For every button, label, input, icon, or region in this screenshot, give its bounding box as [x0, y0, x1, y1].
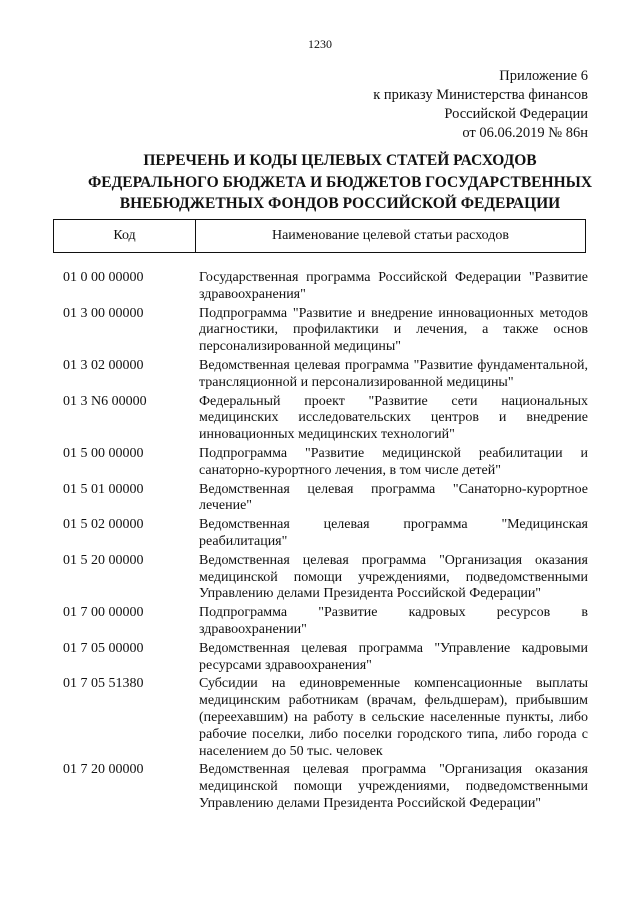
row-name: Ведомственная целевая программа "Организация оказания медицинской помощи учреждениями, подведомственными Управлению делами Президента Российской Федерации" — [199, 552, 588, 602]
table-row — [63, 446, 588, 480]
row-code: 01 5 01 00000 — [63, 481, 144, 497]
table-row — [63, 553, 588, 603]
appendix-line: Приложение 6 — [499, 68, 588, 84]
row-code: 01 3 N6 00000 — [63, 393, 147, 409]
row-code: 01 7 00 00000 — [63, 605, 144, 621]
title-line: ФЕДЕРАЛЬНОГО БЮДЖЕТА И БЮДЖЕТОВ ГОСУДАРСТВЕННЫХ — [87, 173, 593, 191]
row-name: Субсидии на единовременные компенсационные выплаты медицинским работникам (врачам, фельдшерам), прибывшим (переехавшим) на работу в сельские населенные пункты, либо рабочие поселки, либо поселки городского типа, либо города с населением до 50 тыс. человек — [199, 676, 588, 759]
table-row — [63, 306, 588, 356]
row-code: 01 7 05 00000 — [63, 640, 144, 656]
table-row — [63, 517, 588, 551]
row-code: 01 5 02 00000 — [63, 517, 144, 533]
row-name: Ведомственная целевая программа "Санаторно-курортное лечение" — [199, 481, 588, 514]
table-row — [63, 358, 588, 392]
appendix-line: к приказу Министерства финансов — [373, 87, 588, 103]
table-row — [63, 270, 588, 304]
row-code: 01 3 02 00000 — [63, 357, 144, 373]
table-body — [63, 270, 588, 815]
row-code: 01 3 00 00000 — [63, 305, 144, 321]
table-row — [63, 394, 588, 444]
title-line: ПЕРЕЧЕНЬ И КОДЫ ЦЕЛЕВЫХ СТАТЕЙ РАСХОДОВ — [143, 152, 537, 169]
table-row — [63, 762, 588, 812]
row-name: Подпрограмма "Развитие и внедрение инновационных методов диагностики, профилактики и лечения, а также основ персонализированной медицины" — [199, 305, 588, 355]
row-name: Ведомственная целевая программа "Организация оказания медицинской помощи учреждениями, подведомственными Управлению делами Президента Российской Федерации" — [199, 762, 588, 811]
table-row — [63, 676, 588, 760]
title-line: ВНЕБЮДЖЕТНЫХ ФОНДОВ РОССИЙСКОЙ ФЕДЕРАЦИИ — [119, 195, 561, 212]
row-name: Государственная программа Российской Федерации "Развитие здравоохранения" — [199, 270, 588, 302]
row-name: Подпрограмма "Развитие медицинской реабилитации и санаторно-курортного лечения, в том числе детей" — [199, 445, 588, 478]
appendix-block — [373, 67, 588, 143]
row-code: 01 7 20 00000 — [63, 762, 144, 778]
appendix-line: Российской Федерации — [444, 106, 588, 122]
document-title — [40, 150, 640, 215]
row-name: Ведомственная целевая программа "Управление кадровыми ресурсами здравоохранения" — [199, 640, 588, 673]
page-number: 1230 — [308, 37, 332, 51]
row-code: 01 7 05 51380 — [63, 676, 144, 692]
table-header — [53, 219, 586, 253]
table-row — [63, 605, 588, 639]
row-name: Федеральный проект "Развитие сети национальных медицинских исследовательских центров и внедрение инновационных медицинских технологий" — [199, 393, 588, 443]
appendix-line: от 06.06.2019 № 86н — [462, 125, 588, 141]
row-code: 01 0 00 00000 — [63, 270, 144, 285]
header-code: Код — [54, 220, 196, 252]
table-row — [63, 482, 588, 516]
table-row — [63, 641, 588, 675]
row-code: 01 5 20 00000 — [63, 552, 144, 568]
row-code: 01 5 00 00000 — [63, 445, 144, 461]
row-name: Подпрограмма "Развитие кадровых ресурсов в здравоохранении" — [199, 605, 588, 637]
header-name: Наименование целевой статьи расходов — [271, 228, 510, 243]
row-name: Ведомственная целевая программа "Развитие фундаментальной, трансляционной и персонализированной медицины" — [199, 357, 588, 390]
row-name: Ведомственная целевая программа "Медицинская реабилитация" — [199, 517, 588, 549]
